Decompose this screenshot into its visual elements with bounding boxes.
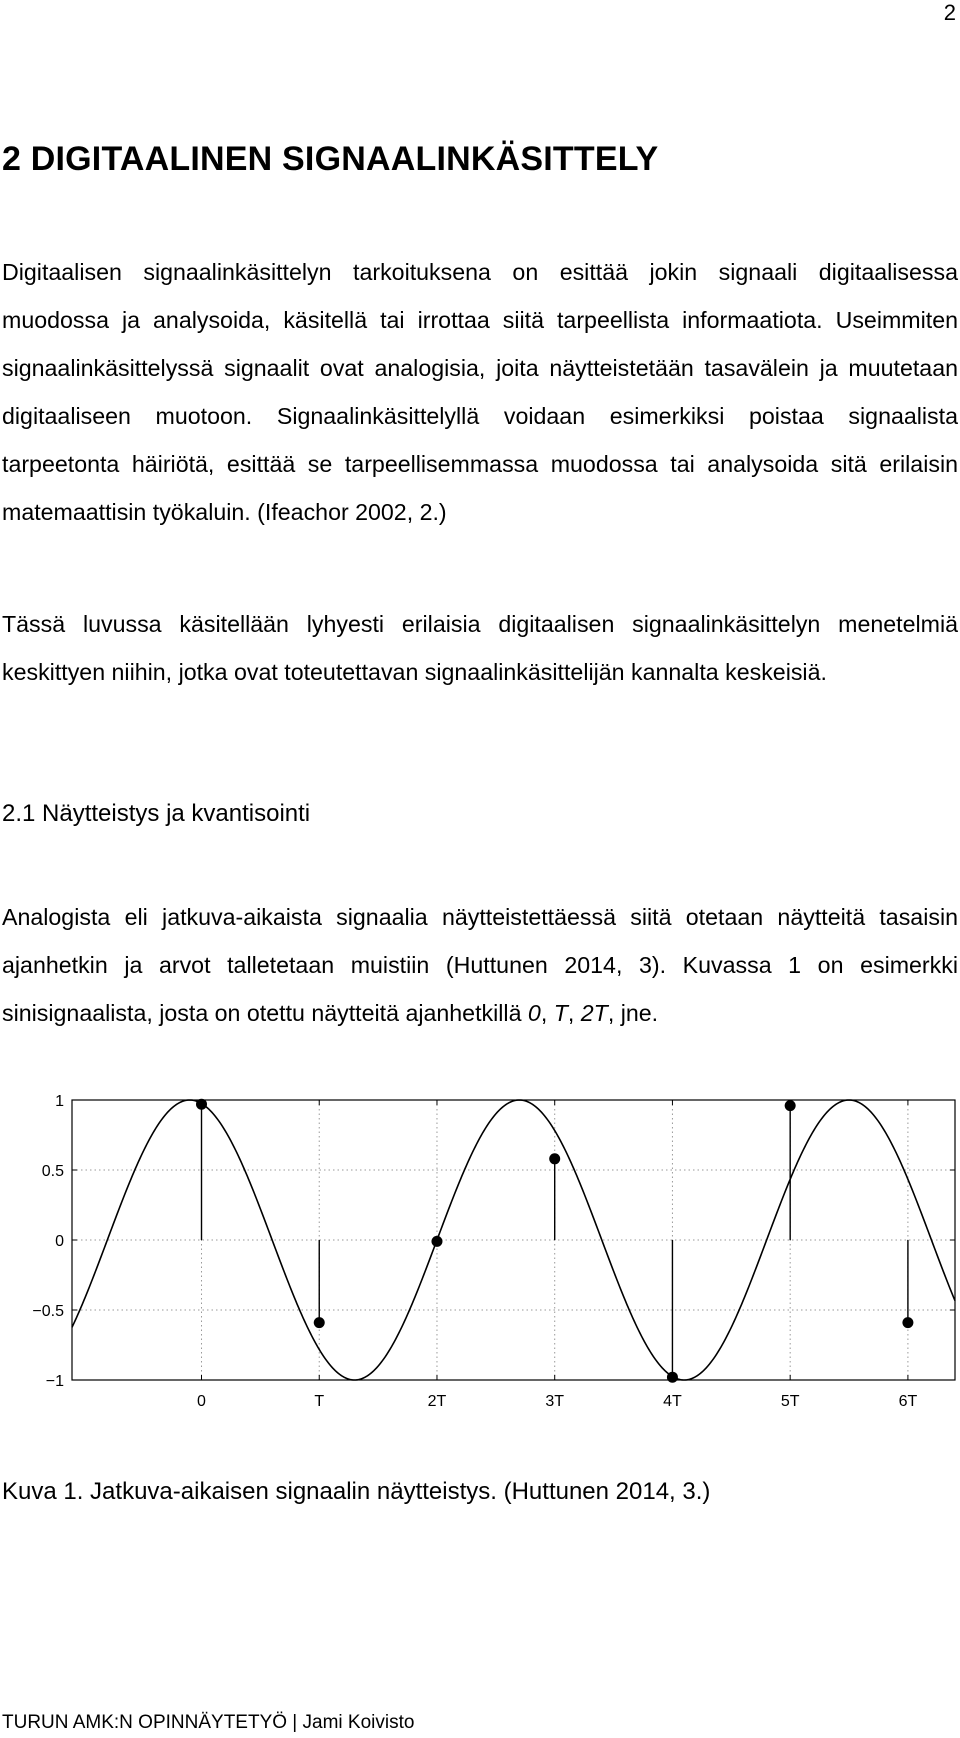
x-tick-label: 5T xyxy=(780,1393,800,1410)
x-tick-label: 3T xyxy=(545,1393,565,1410)
y-tick-label: −0.5 xyxy=(32,1303,64,1320)
sine-sampling-chart xyxy=(20,1090,960,1420)
y-tick-label: 0.5 xyxy=(41,1163,64,1180)
section-heading: 2.1 Näytteistys ja kvantisointi xyxy=(2,800,311,827)
sampling-text-end: , jne. xyxy=(607,1000,659,1026)
time-2t: 2T xyxy=(580,1000,608,1026)
separator: , xyxy=(540,1000,554,1026)
sample-point xyxy=(314,1317,325,1328)
y-tick-label: 1 xyxy=(55,1093,64,1110)
x-tick-label: 6T xyxy=(898,1393,918,1410)
time-zero: 0 xyxy=(527,1000,541,1026)
figure-caption: Kuva 1. Jatkuva-aikaisen signaalin näytteistys. (Huttunen 2014, 3.) xyxy=(2,1478,711,1505)
y-tick-label: −1 xyxy=(45,1373,64,1390)
x-tick-label: T xyxy=(314,1393,325,1410)
chapter-scope-paragraph: Tässä luvussa käsitellään lyhyesti erilaisia digitaalisen signaalinkäsittelyn menetelmiä keskittyen niihin, jotka ovat toteutettavan signaalinkäsittelijän kannalta keskeisiä. xyxy=(2,611,958,685)
intro-paragraph: Digitaalisen signaalinkäsittelyn tarkoituksena on esittää jokin signaali digitaalisessa muodossa ja analysoida, käsitellä tai irrottaa siitä tarpeellista informaatiota. Useimmiten signaalinkäsittelyssä signaalit ovat analogisia, joita näytteistetään tasavälein ja muutetaan digitaaliseen muotoon. Signaalinkäsittelyllä voidaan esimerkiksi poistaa signaalista tarpeetonta häiriötä, esittää se tarpeellisemmassa muodossa tai analysoida sitä erilaisin matemaattisin työkaluin. (Ifeachor 2002, 2.) xyxy=(2,259,958,525)
time-t: T xyxy=(553,1000,568,1026)
x-tick-label: 2T xyxy=(427,1393,447,1410)
y-tick-label: 0 xyxy=(55,1233,64,1250)
separator: , xyxy=(567,1000,581,1026)
x-tick-label: 0 xyxy=(197,1393,206,1410)
sample-point xyxy=(902,1317,913,1328)
sample-point xyxy=(431,1236,442,1247)
sampling-text: Analogista eli jatkuva-aikaista signaalia näytteistettäessä siitä otetaan näytteitä tasaisin ajanhetkin ja arvot talletetaan muistiin (Huttunen 2014, 3). Kuvassa 1 on esimerkki sinisignaalista, josta on otettu näytteitä ajanhetkillä xyxy=(2,904,958,1026)
sample-point xyxy=(549,1153,560,1164)
sine-sampling-figure xyxy=(20,1090,960,1420)
chapter-heading: 2 DIGITAALINEN SIGNAALINKÄSITTELY xyxy=(2,140,659,178)
sampling-paragraph xyxy=(2,893,958,1037)
page-footer: TURUN AMK:N OPINNÄYTETYÖ | Jami Koivisto xyxy=(2,1712,415,1733)
page-number: 2 xyxy=(943,0,956,25)
x-tick-label: 4T xyxy=(663,1393,682,1410)
